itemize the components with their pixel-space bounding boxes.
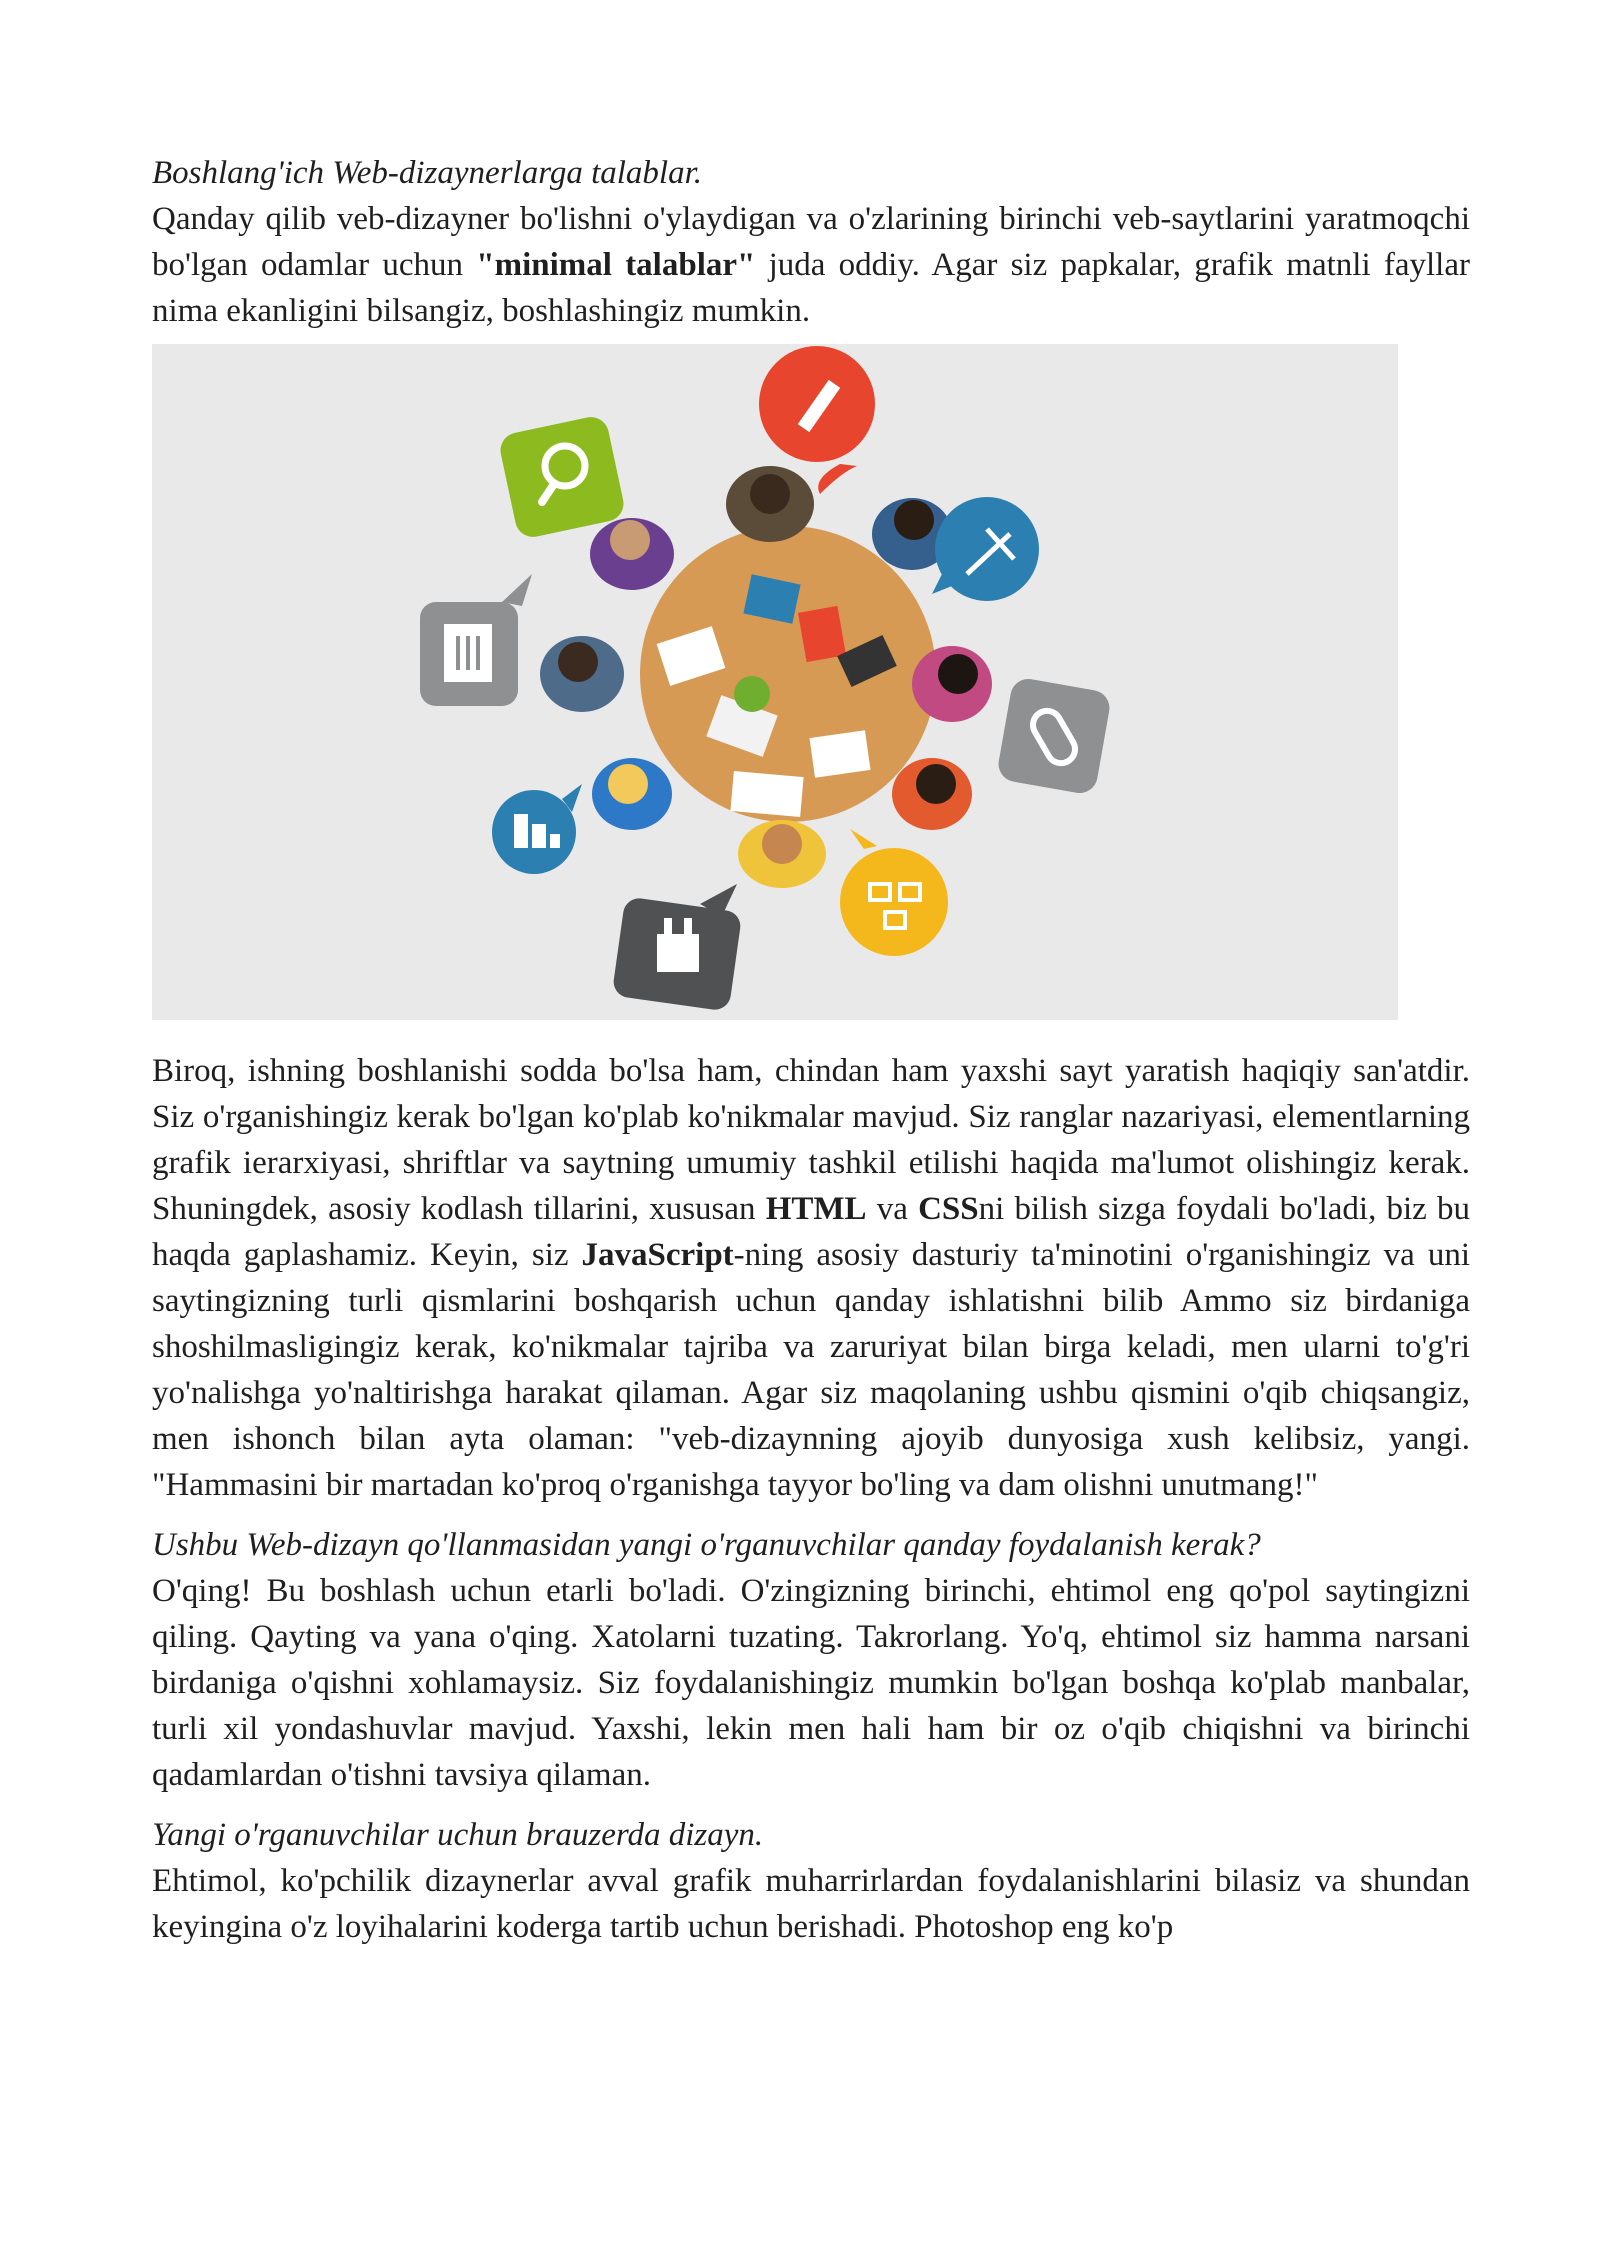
para2-text-3: ni bilish sizga foydali bo'ladi, biz bu haqda gaplashamiz. Keyin, siz xyxy=(152,1191,1470,1273)
intro-bold: "minimal talablar" xyxy=(476,247,756,283)
para2-text-2: va xyxy=(866,1191,919,1227)
intro-text-1: Qanday qilib veb-dizayner bo'lishni o'ylaydigan va o'zlarining birinchi veb-saytlarini yaratmoqchi bo'lgan odamlar uchun xyxy=(152,201,1470,283)
plug-icon xyxy=(657,934,699,972)
chart-bubble xyxy=(492,784,582,874)
plug-bubble xyxy=(612,884,743,1012)
para2-text-4: -ning asosiy dasturiy ta'minotini o'rganishingiz va uni saytingizning turli qismlarini boshqarish uchun qanday ishlatishni bilib Ammo siz birdaniga shoshilmasligingiz kerak, ko'nikmalar tajriba va zaruriyat bilan birga keladi, men ularni to'g'ri yo'nalishga yo'naltirishga harakat qilaman. Agar siz maqolaning ushbu qismini o'qib chiqsangiz, men ishonch bilan ayta olaman: "veb-dizaynning ajoyib dunyosiga xush kelibsiz, yangi. "Hammasini bir martadan ko'proq o'rganishga tayyor bo'ling va dam olishni unutmang!" xyxy=(152,1237,1470,1503)
teamwork-illustration xyxy=(152,344,1398,1020)
javascript-bold: JavaScript xyxy=(581,1237,734,1273)
search-bubble xyxy=(497,414,627,541)
para2-text-1: Biroq, ishning boshlanishi sodda bo'lsa ham, chindan ham yaxshi sayt yaratish haqiqiy san'atdir. Siz o'rganishingiz kerak bo'lgan ko'plab ko'nikmalar mavjud. Siz ranglar nazariyasi, elementlarning grafik ierarxiyasi, shriftlar va saytning umumiy tashkil etilishi haqida ma'lumot olishingiz kerak. Shuningdek, asosiy kodlash tillarini, xususan xyxy=(152,1053,1470,1227)
document-bubble xyxy=(420,574,532,706)
network-bubble xyxy=(840,829,948,956)
illustration-image xyxy=(152,344,1398,1020)
compass-bubble xyxy=(932,497,1039,601)
paperclip-bubble xyxy=(996,676,1113,796)
document-page xyxy=(152,150,1470,1950)
paper xyxy=(809,730,870,777)
paper xyxy=(730,771,803,817)
section-heading: Boshlang'ich Web-dizaynerlarga talablar. xyxy=(152,155,703,191)
paper xyxy=(798,606,846,662)
html-bold: HTML xyxy=(765,1191,867,1227)
plant xyxy=(734,676,770,712)
intro-paragraph xyxy=(152,196,1470,334)
body-paragraph xyxy=(152,1048,1470,1508)
chart-icon xyxy=(514,814,528,848)
section-heading-2: Ushbu Web-dizayn qo'llanmasidan yangi o'rganuvchilar qanday foydalanish kerak? xyxy=(152,1527,1261,1563)
intro-text-2: juda oddiy. Agar siz papkalar, grafik matnli fayllar nima ekanligini bilsangiz, boshlashingiz mumkin. xyxy=(152,247,1470,329)
css-bold: CSS xyxy=(918,1191,979,1227)
section2-paragraph: O'qing! Bu boshlash uchun etarli bo'ladi. O'zingizning birinchi, ehtimol eng qo'pol saytingizni qiling. Qayting va yana o'qing. Xatolarni tuzating. Takrorlang. Yo'q, ehtimol siz hamma narsani birdaniga o'qishni xohlamaysiz. Siz foydalanishingiz mumkin bo'lgan boshqa ko'plab manbalar, turli xil yondashuvlar mavjud. Yaxshi, lekin men hali ham bir oz o'qib chiqishni va birinchi qadamlardan o'tishni tavsiya qilaman. xyxy=(152,1573,1470,1793)
section3-paragraph: Ehtimol, ko'pchilik dizaynerlar avval grafik muharrirlardan foydalanishlarini bilasiz va shundan keyingina o'z loyihalarini koderga tartib uchun berishadi. Photoshop eng ko'p xyxy=(152,1863,1470,1945)
section-heading-3: Yangi o'rganuvchilar uchun brauzerda dizayn. xyxy=(152,1817,764,1853)
